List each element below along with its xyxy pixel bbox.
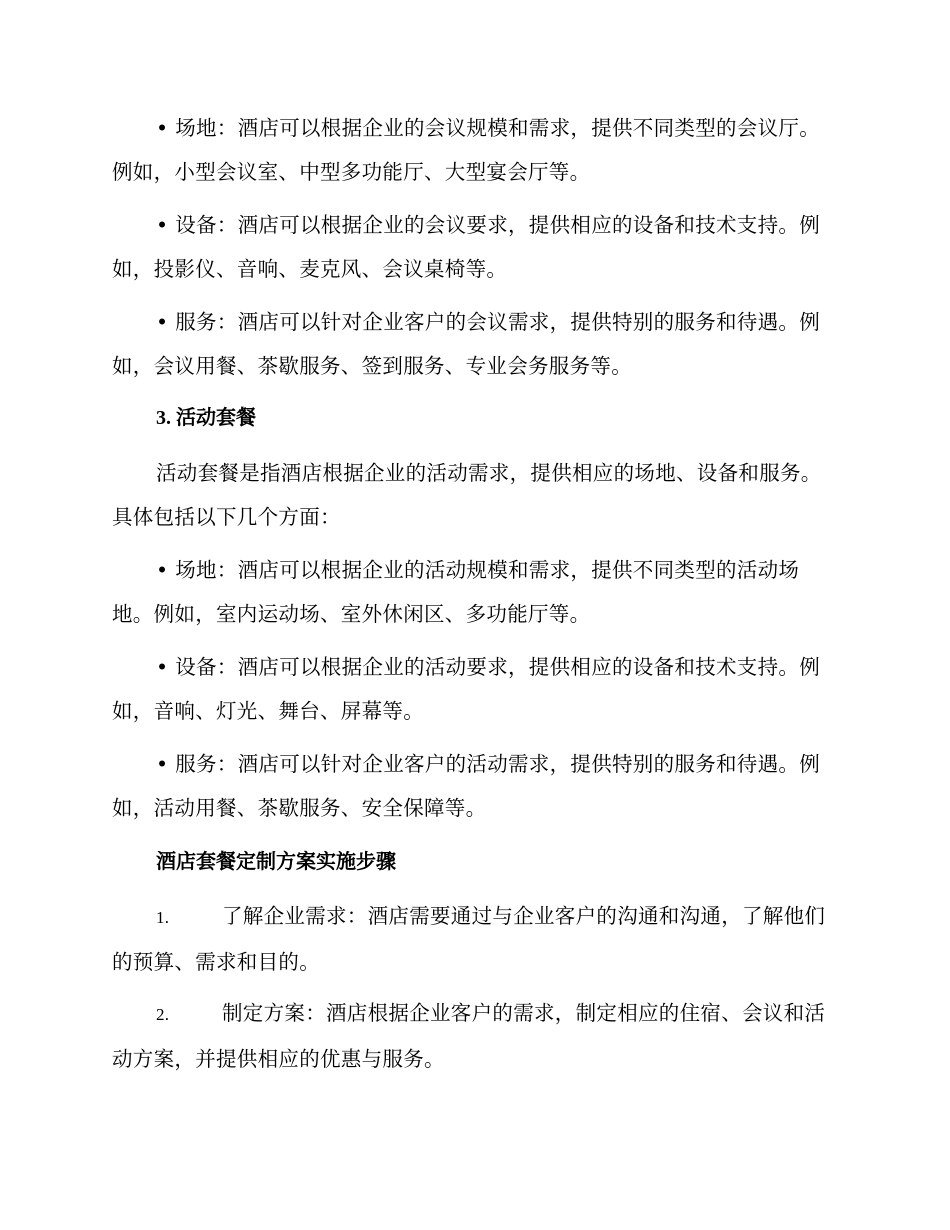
meeting-equipment-paragraph: • 设备：酒店可以根据企业的会议要求，提供相应的设备和技术支持。例如，投影仪、音响、麦克风、会议桌椅等。	[112, 213, 821, 281]
meeting-service-paragraph: • 服务：酒店可以针对企业客户的会议需求，提供特别的服务和待遇。例如，会议用餐、茶歇服务、签到服务、专业会务服务等。	[112, 310, 821, 378]
step-2-paragraph	[112, 991, 838, 1081]
activity-venue-paragraph: • 场地：酒店可以根据企业的活动规模和需求，提供不同类型的活动场地。例如，室内运动场、室外休闲区、多功能厅等。	[112, 558, 800, 626]
activity-package-heading: 3. 活动套餐	[156, 407, 256, 429]
activity-intro-paragraph: 活动套餐是指酒店根据企业的活动需求，提供相应的场地、设备和服务。具体包括以下几个方面：	[112, 461, 822, 529]
meeting-venue-paragraph: • 场地：酒店可以根据企业的会议规模和需求，提供不同类型的会议厅。例如，小型会议室、中型多功能厅、大型宴会厅等。	[112, 116, 821, 184]
step-1-paragraph	[112, 894, 838, 984]
step-1-number: 1.	[156, 908, 170, 927]
step-2-text: 制定方案：酒店根据企业客户的需求，制定相应的住宿、会议和活动方案，并提供相应的优惠与服务。	[112, 1001, 826, 1071]
activity-equipment-paragraph: • 设备：酒店可以根据企业的活动要求，提供相应的设备和技术支持。例如，音响、灯光、舞台、屏幕等。	[112, 655, 821, 723]
step-1-text: 了解企业需求：酒店需要通过与企业客户的沟通和沟通，了解他们的预算、需求和目的。	[112, 904, 826, 974]
implementation-heading: 酒店套餐定制方案实施步骤	[156, 849, 396, 873]
step-2-number: 2.	[156, 1005, 170, 1024]
activity-service-paragraph: • 服务：酒店可以针对企业客户的活动需求，提供特别的服务和待遇。例如，活动用餐、茶歇服务、安全保障等。	[112, 752, 821, 820]
